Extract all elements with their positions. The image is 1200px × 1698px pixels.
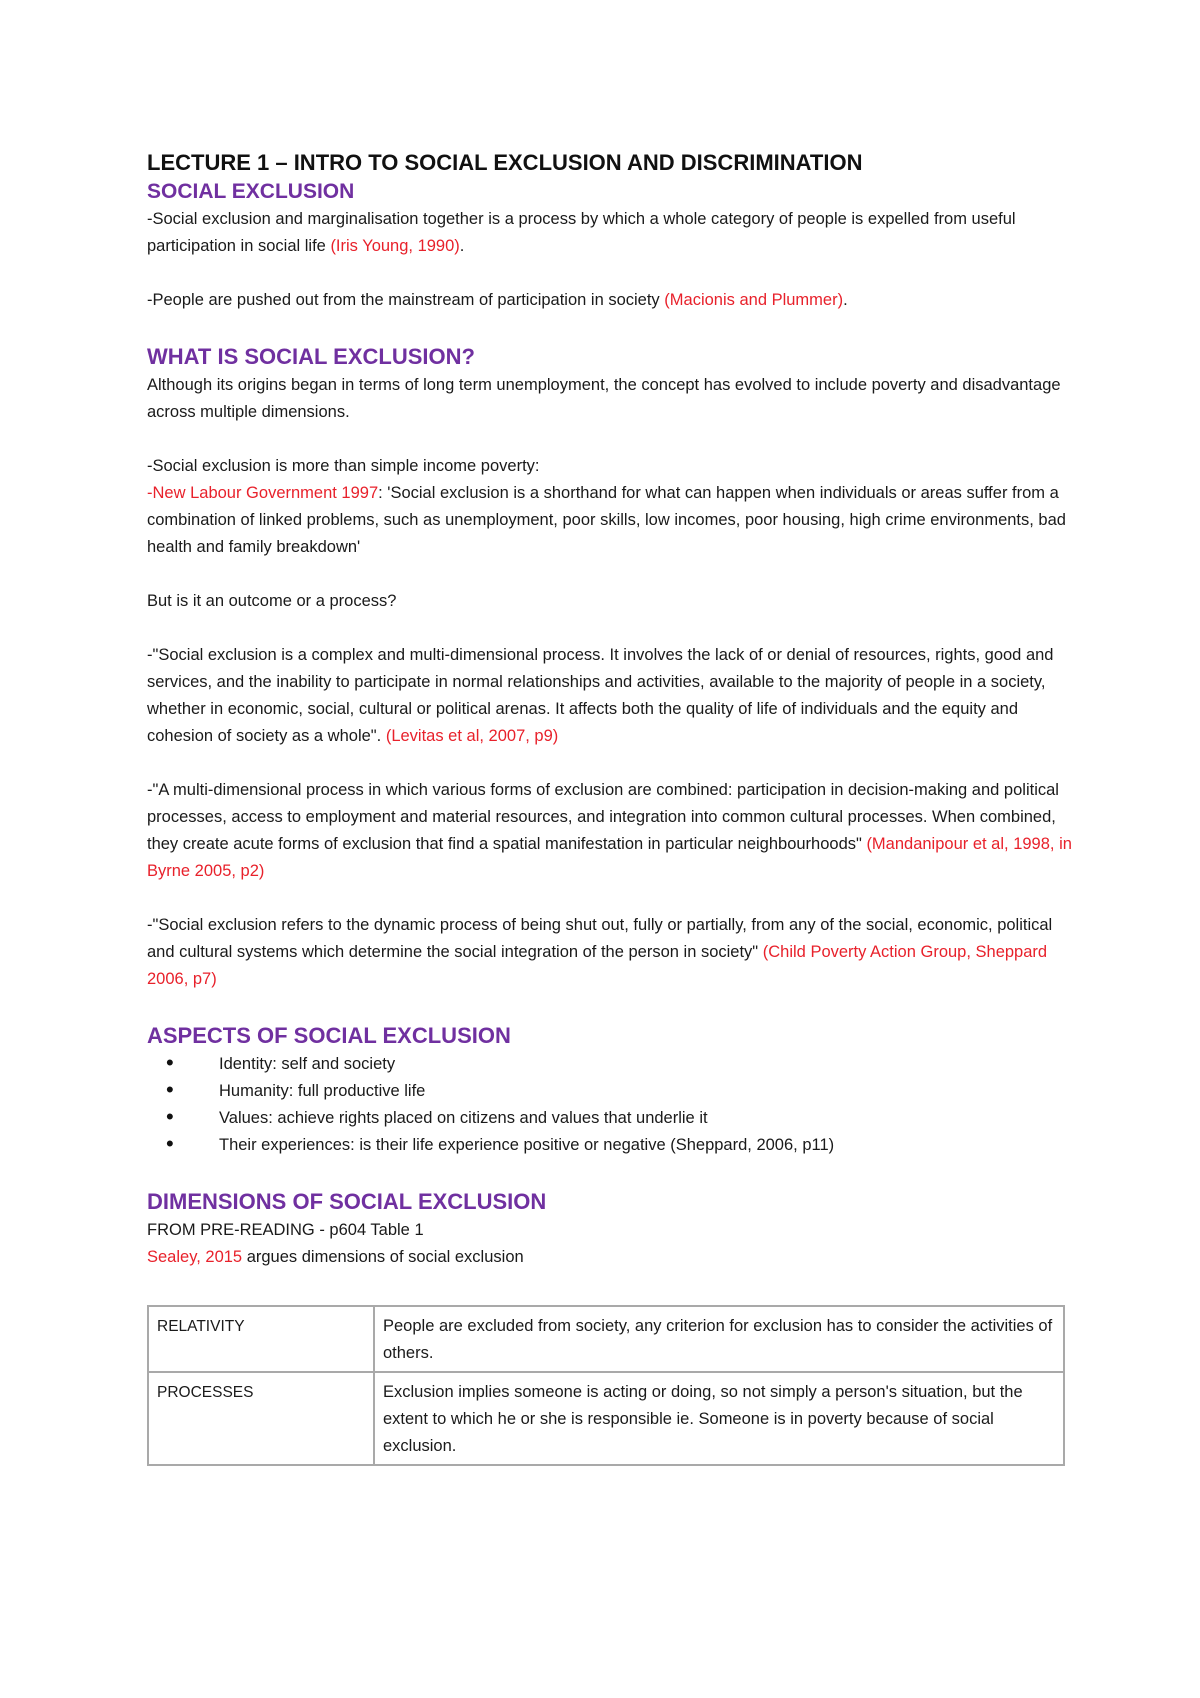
- dash: -: [147, 484, 153, 502]
- paragraph: [147, 480, 1072, 561]
- table-cell-term: RELATIVITY: [148, 1306, 374, 1372]
- aspects-list: [147, 1051, 1072, 1159]
- citation: (Mandanipour et al, 1998, in Byrne 2005, p2): [147, 835, 1072, 880]
- paragraph: -Social exclusion is more than simple income poverty:: [147, 457, 540, 475]
- citation: New Labour Government 1997: [152, 484, 379, 502]
- quote: [147, 642, 1072, 750]
- paragraph-end: .: [459, 237, 465, 255]
- list-item: • Values: achieve rights placed on citizens and values that underlie it: [219, 1105, 1072, 1132]
- paragraph-end: .: [843, 291, 848, 309]
- quote-text: -"Social exclusion is a complex and multi-dimensional process. It involves the lack of or denial of resources, rights, good and services, and the inability to participate in normal relationships and activities, available to the majority of people in a society, whether in economic, social, cultural or political arenas. It affects both the quality of life of individuals and the equity and cohesion of society as a whole".: [147, 646, 1054, 745]
- citation: (Child Poverty Action Group, Sheppard 2006, p7): [147, 943, 1048, 988]
- paragraph: [147, 1244, 1072, 1271]
- dimensions-table: [147, 1305, 1065, 1466]
- paragraph-text: argues dimensions of social exclusion: [242, 1248, 524, 1266]
- paragraph: [147, 206, 1072, 260]
- section-heading-social-exclusion: SOCIAL EXCLUSION: [147, 180, 355, 203]
- quote-text: -"A multi-dimensional process in which various forms of exclusion are combined: participation in decision-making and political processes, access to employment and material resources, and integration into common cultural processes. When combined, they create acute forms of exclusion that find a spatial manifestation in particular neighbourhoods": [147, 781, 1059, 853]
- citation: (Macionis and Plummer): [664, 291, 844, 309]
- table-row: [148, 1372, 1064, 1465]
- section-heading-aspects: ASPECTS OF SOCIAL EXCLUSION: [147, 1023, 511, 1048]
- table-cell-term: PROCESSES: [148, 1372, 374, 1465]
- page-title: LECTURE 1 – INTRO TO SOCIAL EXCLUSION AND DISCRIMINATION: [147, 150, 863, 175]
- list-item: • Humanity: full productive life: [219, 1078, 1072, 1105]
- table-cell-desc: People are excluded from society, any criterion for exclusion has to consider the activities of others.: [374, 1306, 1064, 1372]
- quote: [147, 912, 1072, 993]
- paragraph-text: -People are pushed out from the mainstream of participation in society: [147, 291, 665, 309]
- citation: (Iris Young, 1990): [330, 237, 460, 255]
- quote-text: -"Social exclusion refers to the dynamic process of being shut out, fully or partially, from any of the social, economic, political and cultural systems which determine the social integration of the person in society": [147, 916, 1053, 961]
- paragraph: Although its origins began in terms of long term unemployment, the concept has evolved to include poverty and disadvantage across multiple dimensions.: [147, 376, 1061, 421]
- citation: Sealey, 2015: [147, 1248, 243, 1266]
- paragraph: [147, 287, 1072, 314]
- table-cell-desc: Exclusion implies someone is acting or doing, so not simply a person's situation, but the extent to which he or she is responsible ie. Someone is in poverty because of social exclusion.: [374, 1372, 1064, 1465]
- section-heading-dimensions: DIMENSIONS OF SOCIAL EXCLUSION: [147, 1189, 547, 1214]
- paragraph-text: -Social exclusion and marginalisation together is a process by which a whole category of people is expelled from useful participation in social life: [147, 210, 1016, 255]
- table-row: [148, 1306, 1064, 1372]
- quote: [147, 777, 1072, 885]
- source-line: FROM PRE-READING - p604 Table 1: [147, 1221, 424, 1239]
- list-item: • Identity: self and society: [219, 1051, 1072, 1078]
- paragraph: But is it an outcome or a process?: [147, 592, 397, 610]
- citation: (Levitas et al, 2007, p9): [385, 727, 559, 745]
- paragraph-text: : 'Social exclusion is a shorthand for what can happen when individuals or areas suffer from a combination of linked problems, such as unemployment, poor skills, low incomes, poor housing, high crime environments, bad health and family breakdown': [147, 484, 1066, 556]
- list-item: • Their experiences: is their life experience positive or negative (Sheppard, 2006, p11): [219, 1132, 1072, 1159]
- section-heading-what-is: WHAT IS SOCIAL EXCLUSION?: [147, 344, 475, 369]
